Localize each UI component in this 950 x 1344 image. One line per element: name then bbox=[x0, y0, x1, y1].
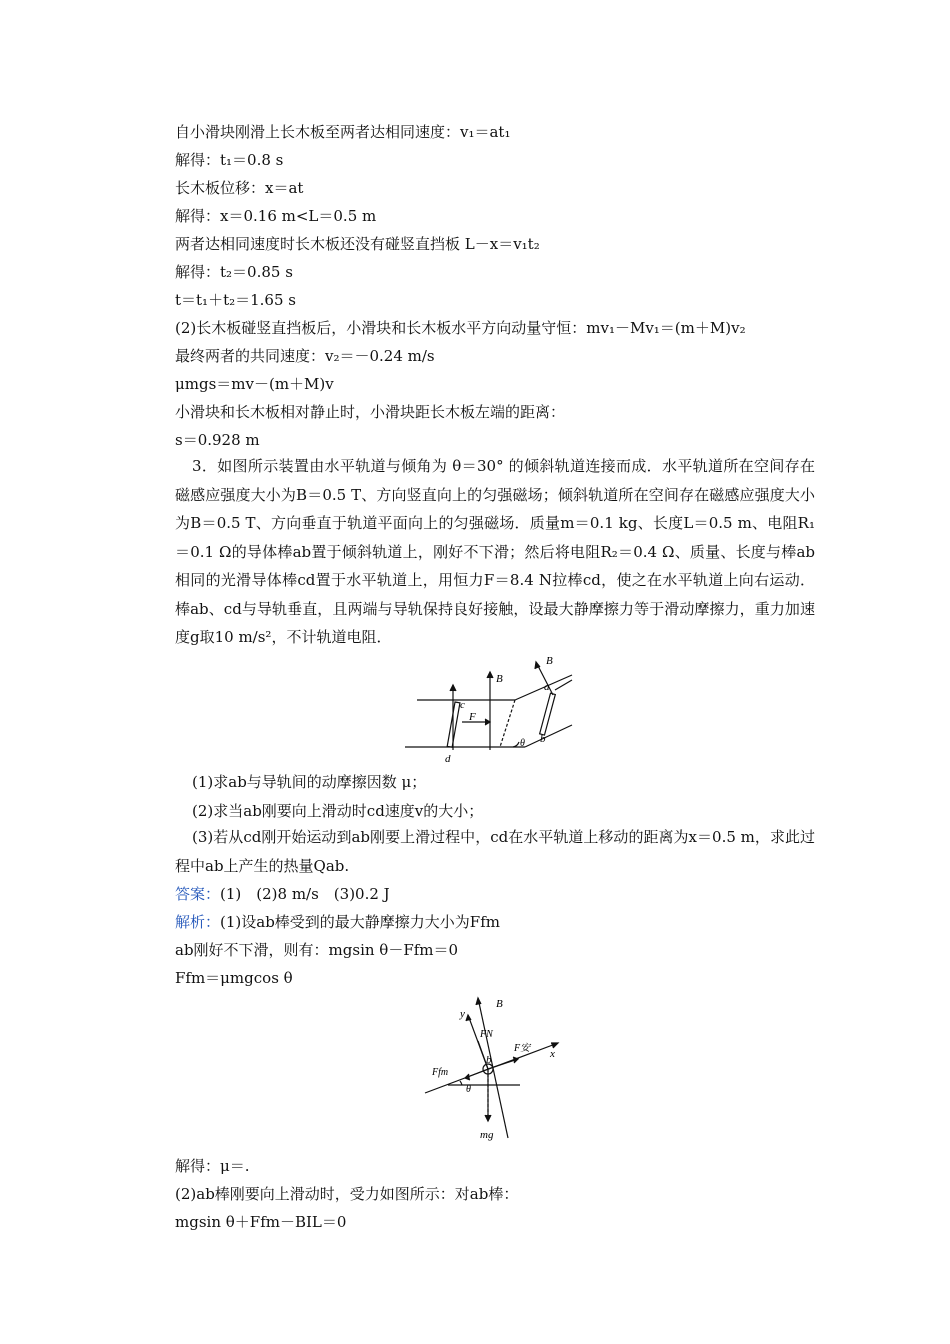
label-b: b bbox=[540, 733, 546, 745]
text-line: s＝0.928 m bbox=[175, 431, 260, 449]
label-x: x bbox=[550, 1048, 555, 1060]
label-Ffm: Ffm bbox=[432, 1067, 449, 1078]
text-line: 小滑块和长木板相对静止时，小滑块距长木板左端的距离： bbox=[175, 403, 566, 421]
label-a: a bbox=[544, 681, 550, 693]
label-y: y bbox=[460, 1008, 465, 1020]
text-line: μmgs＝mv－(m＋M)v bbox=[175, 375, 334, 393]
label-c: c bbox=[460, 699, 465, 711]
problem-3-statement bbox=[175, 452, 815, 652]
text-line: 两者达相同速度时长木板还没有碰竖直挡板 L－x＝v₁t₂ bbox=[175, 235, 540, 253]
analysis-line bbox=[175, 912, 500, 932]
question-1: (1)求ab与导轨间的动摩擦因数 μ； bbox=[192, 773, 427, 791]
question-3-block bbox=[175, 823, 815, 880]
label-mg: mg bbox=[480, 1129, 494, 1141]
label-b: b bbox=[486, 1054, 492, 1066]
label-B-incline: B bbox=[546, 655, 553, 667]
analysis-text: (1)设ab棒受到的最大静摩擦力大小为Ffm bbox=[220, 913, 500, 931]
text-line: t＝t₁＋t₂＝1.65 s bbox=[175, 291, 296, 309]
analysis-label: 解析： bbox=[175, 913, 221, 931]
dashed-junction bbox=[500, 700, 515, 747]
text-line: 解得：t₁＝0.8 s bbox=[175, 151, 284, 169]
force-diagram-figure bbox=[420, 993, 565, 1148]
text-line: 最终两者的共同速度：v₂＝－0.24 m/s bbox=[175, 347, 435, 365]
text-line: 长木板位移：x＝at bbox=[175, 179, 304, 197]
text-line: mgsin θ＋Ffm－BIL＝0 bbox=[175, 1213, 347, 1231]
label-F-an: F安 bbox=[514, 1043, 531, 1054]
label-FN: FN bbox=[480, 1029, 493, 1040]
label-theta: θ bbox=[520, 738, 525, 749]
question-2: (2)求当ab刚要向上滑动时cd速度v的大小； bbox=[192, 802, 484, 820]
text-line: 解得：t₂＝0.85 s bbox=[175, 263, 293, 281]
answer-text: (1) (2)8 m/s (3)0.2 J bbox=[220, 885, 390, 903]
answer-label: 答案： bbox=[175, 885, 221, 903]
text-line: Ffm＝μmgcos θ bbox=[175, 969, 293, 987]
incline-rail-lower bbox=[525, 725, 572, 747]
problem-3-text: 3．如图所示装置由水平轨道与倾角为 θ＝30° 的倾斜轨道连接而成．水平轨道所在空间存在磁感应强度大小为B＝0.5 T、方向竖直向上的匀强磁场；倾斜轨道所在空间存在磁感应强度大小为B＝0.5 T、方向垂直于轨道平面向上的匀强磁场．质量m＝0.1 kg、长度L＝0.5 m、电阻R₁＝0.1 Ω的导体棒ab置于倾斜轨道上，刚好不下滑；然后将电阻R₂＝0.4 Ω、质量、长度与棒ab相同的光滑导体棒cd置于水平轨道上，用恒力F＝8.4 N拉棒cd，使之在水平轨道上向右运动．棒ab、cd与导轨垂直，且两端与导轨保持良好接触，设最大静摩擦力等于滑动摩擦力，重力加速度g取10 m/s²，不计轨道电阻． bbox=[175, 457, 815, 646]
label-B: B bbox=[496, 998, 503, 1010]
answer-line bbox=[175, 884, 390, 904]
angle-arc bbox=[513, 742, 519, 747]
text-line: (2)ab棒刚要向上滑动时，受力如图所示：对ab棒： bbox=[175, 1185, 519, 1203]
label-theta: θ bbox=[466, 1084, 471, 1095]
label-B-vertical: B bbox=[496, 673, 503, 685]
rail-apparatus-figure bbox=[405, 650, 590, 765]
text-line: 解得：μ＝. bbox=[175, 1157, 250, 1175]
text-line: ab刚好不下滑，则有：mgsin θ－Ffm＝0 bbox=[175, 941, 459, 959]
label-F: F bbox=[469, 711, 476, 723]
text-line: 解得：x＝0.16 m<L＝0.5 m bbox=[175, 207, 377, 225]
text-line: (2)长木板碰竖直挡板后，小滑块和长木板水平方向动量守恒：mv₁－Mv₁＝(m＋M)v₂ bbox=[175, 319, 746, 337]
rod-ab bbox=[540, 693, 556, 735]
label-d: d bbox=[445, 753, 451, 765]
question-3: (3)若从cd刚开始运动到ab刚要上滑过程中，cd在水平轨道上移动的距离为x＝0.5 m，求此过程中ab上产生的热量Qab. bbox=[175, 828, 815, 875]
text-line: 自小滑块刚滑上长木板至两者达相同速度：v₁＝at₁ bbox=[175, 123, 511, 141]
